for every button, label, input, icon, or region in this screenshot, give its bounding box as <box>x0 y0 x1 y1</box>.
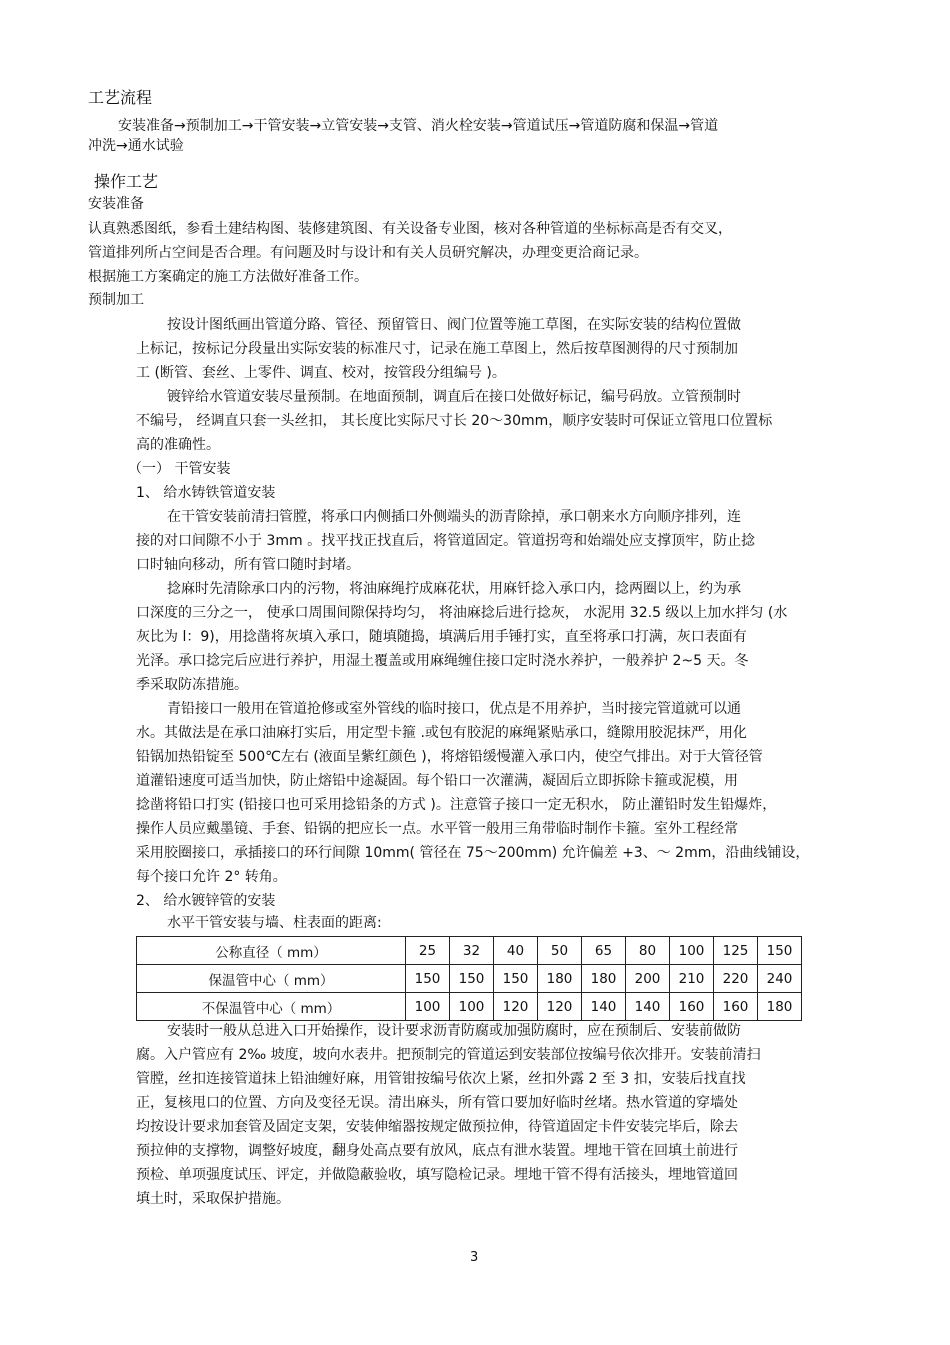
main-pipe-text: 捻凿将铅口打实 (铅接口也可采用捻铅条的方式 )。注意管子接口一定无积水， 防止灌铅时发生铅爆炸， <box>136 797 777 813</box>
table-row <box>137 937 802 965</box>
table-cell: 120 <box>494 993 538 1021</box>
table-cell: 210 <box>670 965 714 993</box>
flow-title: 工艺流程 <box>88 88 153 107</box>
install-text: 均按设计要求加套管及固定支架，安装伸缩器按规定做预拉伸，待管道固定卡件安装完毕后，除去 <box>136 1119 738 1135</box>
install-text: 正，复核甩口的位置、方向及变径无误。清出麻头，所有管口要加好临时丝堵。热水管道的穿墙处 <box>136 1095 738 1111</box>
table-cell: 100 <box>406 993 450 1021</box>
main-pipe-text: 口时轴向移动，所有管口随时封堵。 <box>136 557 360 573</box>
main-pipe-text: 在干管安装前清扫管膛，将承口内侧插口外侧端头的沥青除掉，承口朝来水方向顺序排列，连 <box>167 509 741 525</box>
table-cell: 100 <box>670 937 714 965</box>
table-cell: 140 <box>626 993 670 1021</box>
main-pipe-heading: （一） 干管安装 <box>128 461 231 477</box>
prefab-heading: 预制加工 <box>88 292 144 308</box>
distance-table <box>136 936 802 1021</box>
page-number: 3 <box>470 1250 479 1265</box>
main-pipe-text: 光泽。承口捻完后应进行养护，用湿土覆盖或用麻绳缠住接口定时浇水养护，一般养护 2~5 天。冬 <box>136 653 749 669</box>
prefab-text: 工 (断管、套丝、上零件、调直、校对，按管段分组编号 )。 <box>136 365 506 381</box>
table-cell: 180 <box>758 993 802 1021</box>
main-pipe-text: 季采取防冻措施。 <box>136 677 248 693</box>
main-pipe-text: 灰比为 l：9)，用捻凿将灰填入承口，随填随捣，填满后用手锤打实，直至将承口打满，灰口表面有 <box>136 629 747 645</box>
table-cell: 65 <box>582 937 626 965</box>
table-cell: 40 <box>494 937 538 965</box>
table-cell: 180 <box>582 965 626 993</box>
table-row <box>137 993 802 1021</box>
table-cell: 240 <box>758 965 802 993</box>
main-pipe-text: 采用胶圈接口，承插接口的环行间隙 10mm( 管径在 75～200mm) 允许偏差 +3、～ 2mm，沿曲线铺设， <box>136 845 810 861</box>
prefab-text: 上标记，按标记分段量出实际安装的标准尺寸，记录在施工草图上，然后按草图测得的尺寸预制加 <box>136 341 738 357</box>
main-pipe-text: 操作人员应戴墨镜、手套、铅锅的把应长一点。水平管一般用三角带临时制作卡箍。室外工程经常 <box>136 821 738 837</box>
table-cell: 32 <box>450 937 494 965</box>
table-row-label: 保温管中心（ mm） <box>137 965 406 993</box>
ops-title: 操作工艺 <box>94 172 159 191</box>
prefab-text: 高的准确性。 <box>136 437 220 453</box>
prefab-text: 按设计图纸画出管道分路、管径、预留管日、阀门位置等施工草图，在实际安装的结构位置做 <box>167 317 741 333</box>
flow-text: 安装准备→预制加工→干管安装→立管安装→支管、消火栓安装→管道试压→管道防腐和保温→管道 <box>118 118 719 134</box>
table-cell: 150 <box>450 965 494 993</box>
prefab-text: 镀锌给水管道安装尽量预制。在地面预制，调直后在接口处做好标记，编号码放。立管预制时 <box>167 389 741 405</box>
table-cell: 80 <box>626 937 670 965</box>
prep-text: 根据施工方案确定的施工方法做好准备工作。 <box>88 269 368 285</box>
prefab-text: 不编号， 经调直只套一头丝扣， 其长度比实际尺寸长 20～30mm，顺序安装时可保证立管甩口位置标 <box>136 413 773 429</box>
main-pipe-text: 铅锅加热铅锭至 500℃左右 (液面呈紫红颜色 )，将熔铅缓慢灌入承口内，使空气排出。对于大管径管 <box>136 749 763 765</box>
table-cell: 150 <box>494 965 538 993</box>
table-cell: 140 <box>582 993 626 1021</box>
table-row-label: 不保温管中心（ mm） <box>137 993 406 1021</box>
table-cell: 50 <box>538 937 582 965</box>
table-cell: 180 <box>538 965 582 993</box>
table-cell: 220 <box>714 965 758 993</box>
main-pipe-sub2: 2、 给水镀锌管的安装 <box>136 893 276 909</box>
prep-text: 管道排列所占空间是否合理。有问题及时与设计和有关人员研究解决，办理变更洽商记录。 <box>88 245 648 261</box>
main-pipe-text: 道灌铅速度可适当加快，防止熔铅中途凝固。每个铅口一次灌满，凝固后立即拆除卡箍或泥模，用 <box>136 773 738 789</box>
table-cell: 120 <box>538 993 582 1021</box>
table-cell: 160 <box>670 993 714 1021</box>
main-pipe-text: 水。其做法是在承口油麻打实后，用定型卡箍 .或包有胶泥的麻绳紧贴承口，缝隙用胶泥抹严，用化 <box>136 725 747 741</box>
table-cell: 100 <box>450 993 494 1021</box>
main-pipe-text: 捻麻时先清除承口内的污物，将油麻绳拧成麻花状，用麻钎捻入承口内，捻两圈以上，约为承 <box>167 581 741 597</box>
prep-text: 认真熟悉图纸，参看土建结构图、装修建筑图、有关设备专业图，核对各种管道的坐标标高是否有交叉， <box>88 221 732 237</box>
install-text: 预拉伸的支撑物，调整好坡度，翻身处高点要有放风，底点有泄水装置。埋地干管在回填土前进行 <box>136 1143 738 1159</box>
install-text: 管膛，丝扣连接管道抹上铅油缠好麻，用管钳按编号依次上紧，丝扣外露 2 至 3 扣，安装后找直找 <box>136 1071 746 1087</box>
table-row <box>137 965 802 993</box>
install-text: 预检、单项强度试压、评定，并做隐蔽验收，填写隐检记录。埋地干管不得有活接头，埋地管道回 <box>136 1167 738 1183</box>
table-caption: 水平干管安装与墙、柱表面的距离: <box>167 915 382 931</box>
table-cell: 25 <box>406 937 450 965</box>
table-row-label: 公称直径（ mm） <box>137 937 406 965</box>
table-cell: 150 <box>406 965 450 993</box>
main-pipe-text: 接的对口间隙不小于 3mm 。找平找正找直后，将管道固定。管道拐弯和始端处应支撑顶牢，防止捻 <box>136 533 756 549</box>
table-cell: 200 <box>626 965 670 993</box>
table-cell: 150 <box>758 937 802 965</box>
main-pipe-text: 口深度的三分之一， 使承口周围间隙保持均匀， 将油麻捻后进行捻灰， 水泥用 32.5 级以上加水拌匀 (水 <box>136 605 788 621</box>
main-pipe-text: 青铅接口一般用在管道抢修或室外管线的临时接口，优点是不用养护，当时接完管道就可以通 <box>167 701 741 717</box>
install-text: 填土时，采取保护措施。 <box>136 1191 290 1207</box>
table-cell: 160 <box>714 993 758 1021</box>
install-text: 腐。入户管应有 2‰ 坡度，坡向水表井。把预制完的管道运到安装部位按编号依次排开。安装前清扫 <box>136 1047 761 1063</box>
flow-text: 冲洗→通水试验 <box>88 138 184 154</box>
prep-heading: 安装准备 <box>88 196 144 212</box>
install-text: 安装时一般从总进入口开始操作，设计要求沥青防腐或加强防腐时，应在预制后、安装前做防 <box>167 1023 741 1039</box>
main-pipe-sub1: 1、 给水铸铁管道安装 <box>136 485 276 501</box>
main-pipe-text: 每个接口允许 2° 转角。 <box>136 869 287 885</box>
table-cell: 125 <box>714 937 758 965</box>
